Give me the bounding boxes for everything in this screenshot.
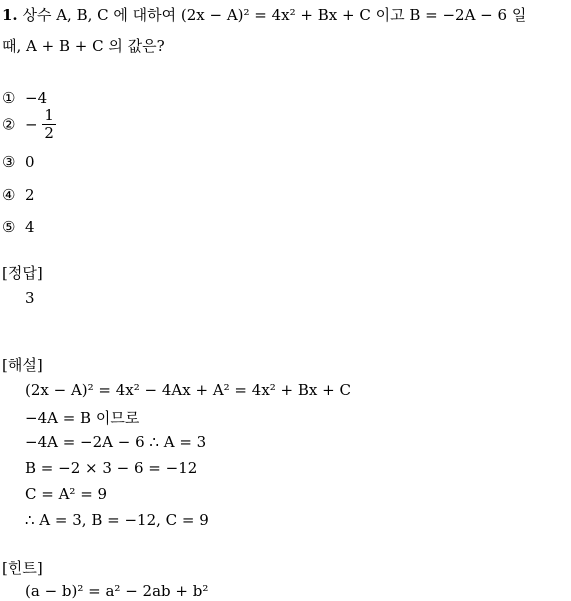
solution-line: ∴ A = 3, B = −12, C = 9 bbox=[25, 511, 209, 529]
choice-5[interactable] bbox=[2, 218, 35, 236]
question-text-1: 상수 A, B, C 에 대하여 (2x − A)² = 4x² + Bx + C 이고 B = −2A − 6 일 bbox=[22, 6, 527, 24]
hint-line: (a − b)² = a² − 2ab + b² bbox=[25, 582, 209, 600]
question-line-1 bbox=[2, 4, 526, 25]
hint-heading: [힌트] bbox=[2, 559, 43, 577]
fraction-denominator: 2 bbox=[44, 124, 54, 142]
choice-value: 2 bbox=[25, 186, 35, 204]
question-text-2: 때, A + B + C 의 값은? bbox=[2, 37, 165, 55]
choice-marker: ⑤ bbox=[2, 218, 16, 236]
choice-2[interactable] bbox=[2, 108, 56, 141]
choice-marker: ② bbox=[2, 115, 16, 134]
answer-heading: [정답] bbox=[2, 264, 43, 282]
choice-4[interactable] bbox=[2, 186, 35, 204]
choice-marker: ④ bbox=[2, 186, 16, 204]
choice-3[interactable] bbox=[2, 153, 35, 171]
choice-value: 4 bbox=[25, 218, 35, 236]
solution-line: B = −2 × 3 − 6 = −12 bbox=[25, 459, 198, 477]
choice-value: 0 bbox=[25, 153, 35, 171]
solution-line: −4A = −2A − 6 ∴ A = 3 bbox=[25, 433, 207, 451]
question-number: 1. bbox=[2, 6, 18, 24]
answer-value: 3 bbox=[25, 289, 35, 307]
fraction-numerator: 1 bbox=[44, 106, 54, 124]
solution-line: (2x − A)² = 4x² − 4Ax + A² = 4x² + Bx + C bbox=[25, 381, 351, 399]
choice-fraction bbox=[42, 108, 56, 141]
choice-value: −4 bbox=[25, 89, 48, 107]
choice-sign: − bbox=[25, 115, 38, 134]
choice-1[interactable] bbox=[2, 89, 47, 107]
solution-heading: [해설] bbox=[2, 356, 43, 374]
choice-marker: ① bbox=[2, 89, 16, 107]
solution-line: −4A = B 이므로 bbox=[25, 409, 140, 427]
solution-line: C = A² = 9 bbox=[25, 485, 108, 503]
choice-marker: ③ bbox=[2, 153, 16, 171]
